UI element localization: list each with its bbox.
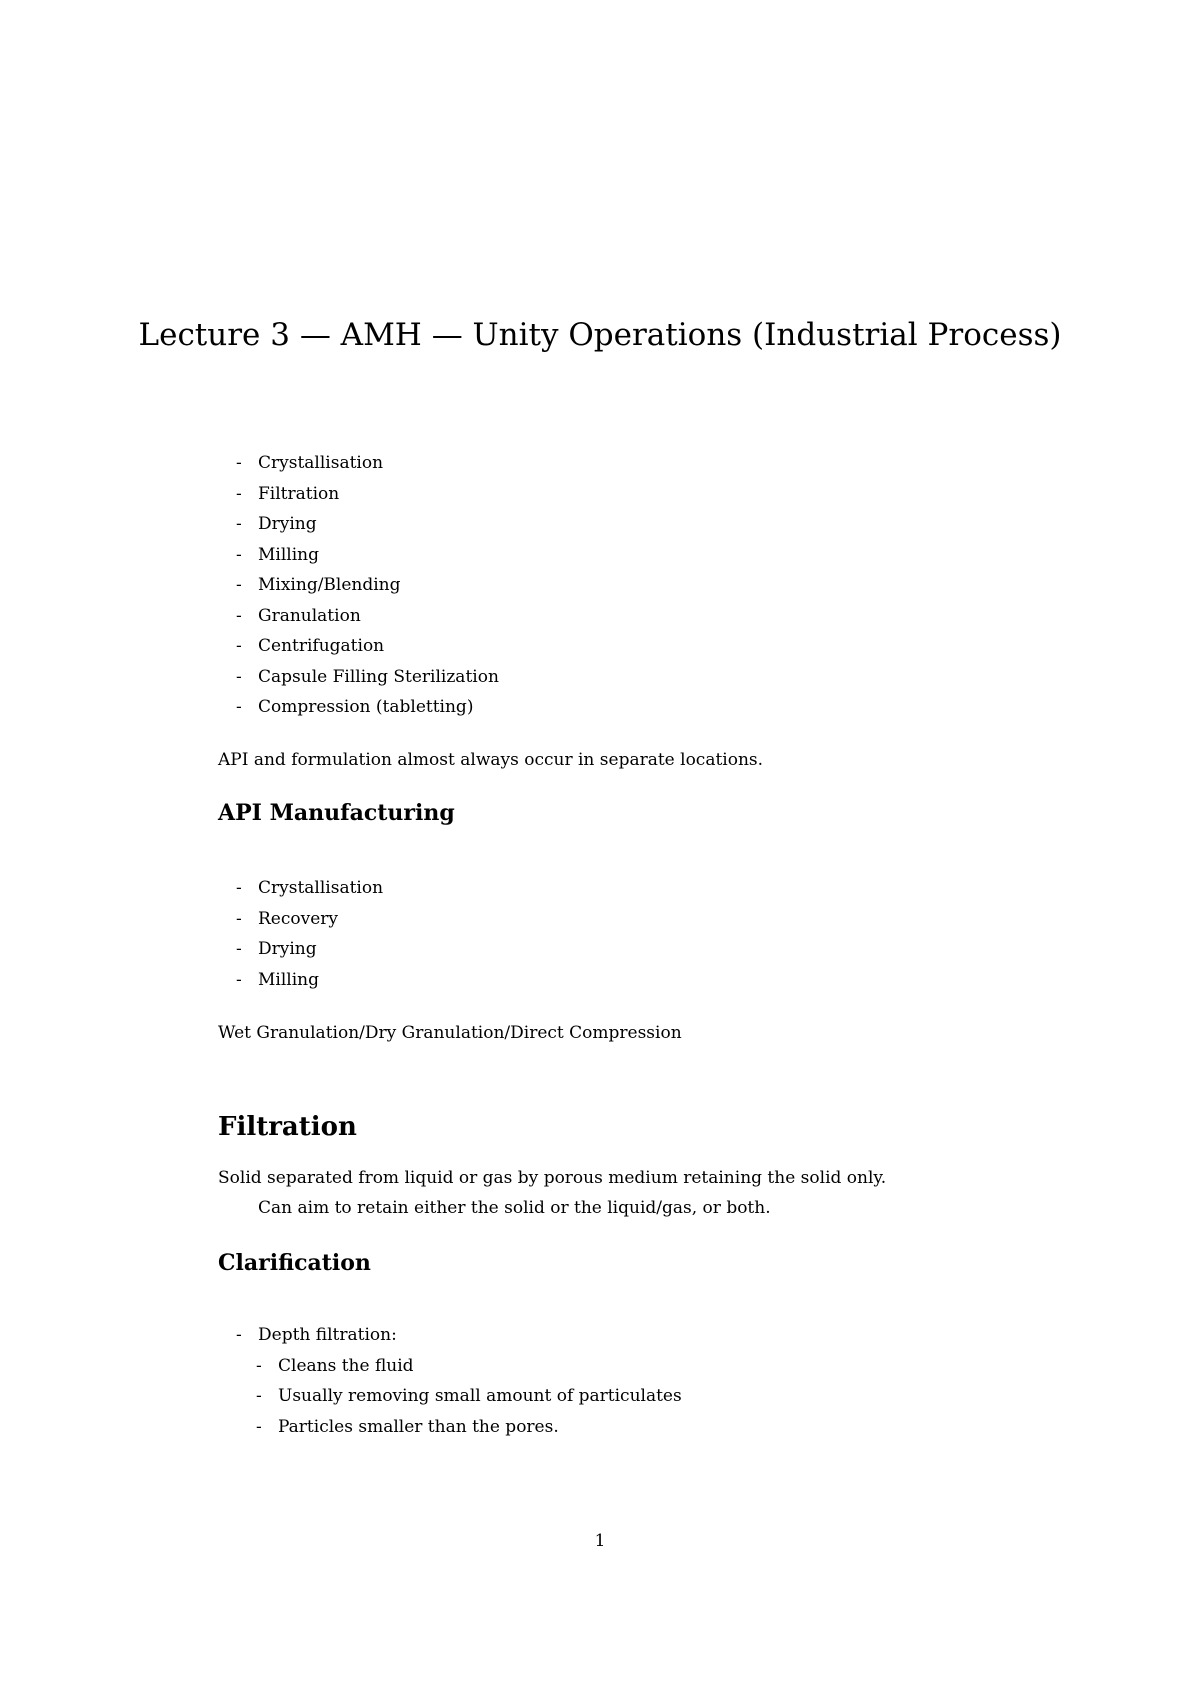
- page-number: 1: [594, 1531, 606, 1551]
- list-item: - Depth filtration:: [236, 1325, 397, 1345]
- list-item: - Granulation: [236, 605, 361, 626]
- list-item: - Drying: [236, 939, 317, 959]
- list-item: - Recovery: [236, 908, 339, 929]
- depth-filtration-sublist: [236, 1351, 682, 1443]
- paragraph-filtration-aim: Can aim to retain either the solid or the liquid/gas, or both.: [258, 1198, 771, 1218]
- list-item: - Mixing/Blending: [236, 575, 401, 595]
- heading-clarification: Clarification: [218, 1250, 371, 1276]
- page-title: Lecture 3 — AMH — Unity Operations (Industrial Process): [138, 317, 1062, 353]
- list-item: - Crystallisation: [236, 878, 384, 898]
- heading-api-manufacturing: API Manufacturing: [218, 800, 455, 826]
- list-item: - Compression (tabletting): [236, 697, 474, 717]
- paragraph-api-formulation: API and formulation almost always occur in separate locations.: [218, 750, 764, 770]
- list-item: - Milling: [236, 969, 319, 990]
- list-item: - Crystallisation: [236, 453, 384, 473]
- paragraph-filtration-definition: Solid separated from liquid or gas by porous medium retaining the solid only.: [218, 1168, 887, 1188]
- unit-operations-list: [236, 448, 499, 723]
- api-manufacturing-list: [236, 873, 383, 995]
- list-item: - Centrifugation: [236, 636, 385, 656]
- list-item: - Cleans the fluid: [256, 1355, 414, 1376]
- list-item-nested: [236, 1351, 682, 1443]
- list-item: - Capsule Filling Sterilization: [236, 666, 499, 687]
- list-item: - Particles smaller than the pores.: [256, 1416, 559, 1437]
- heading-filtration: Filtration: [218, 1112, 357, 1142]
- list-item: - Drying: [236, 514, 317, 534]
- paragraph-granulation-methods: Wet Granulation/Dry Granulation/Direct Compression: [218, 1023, 682, 1043]
- list-item: - Milling: [236, 544, 319, 565]
- list-item: - Usually removing small amount of particulates: [256, 1386, 682, 1406]
- list-item: - Filtration: [236, 483, 340, 504]
- clarification-list: [236, 1320, 682, 1442]
